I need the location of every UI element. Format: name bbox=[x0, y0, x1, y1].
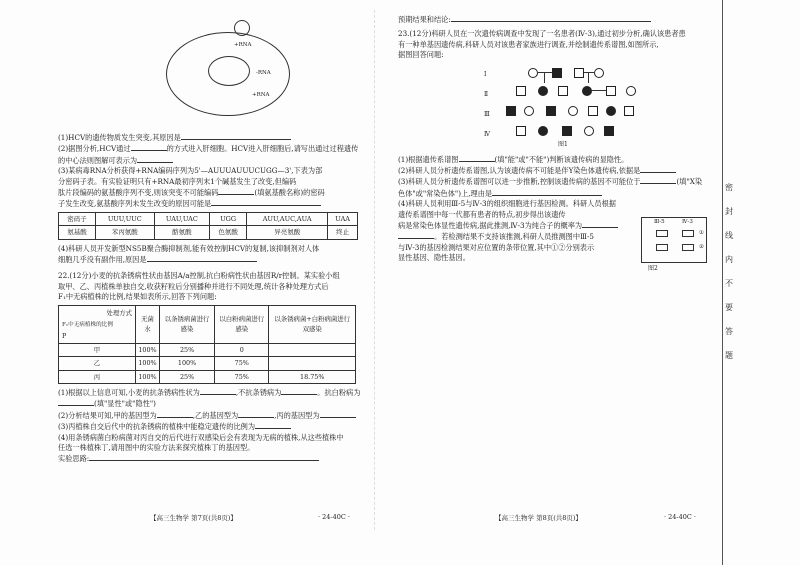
pedigree-affected-male bbox=[506, 106, 516, 116]
binding-char: 要 bbox=[725, 303, 733, 312]
gel-lane-label: Ⅳ-3 bbox=[682, 219, 693, 225]
q21-2: (2)据图分析,HCV通过 的方式进入肝细胞。HCV进入肝细胞后,请写出通过过程遗传 bbox=[58, 144, 359, 154]
pedigree-line bbox=[588, 73, 589, 83]
pedigree-affected-female bbox=[582, 86, 592, 96]
q23-4b: 遗传系谱图中每一代都有患者的特点,初步得出该遗传 bbox=[398, 209, 566, 219]
corner-bottom-label: F₁中无病植株的比例 bbox=[62, 321, 113, 328]
q22-4: (4)用条锈病菌白粉病菌对丙自交的后代进行双感染后会有表现为无病的植株,从这些植株中 bbox=[58, 432, 344, 442]
codon-cell-4: 异亮氨酸 bbox=[247, 226, 328, 239]
table-cell bbox=[269, 343, 356, 356]
answer-blank[interactable] bbox=[211, 198, 321, 206]
pedigree-male bbox=[516, 86, 526, 96]
table-cell: 75% bbox=[215, 357, 269, 370]
q23-3: (3)科研人员分析遗传系谱图可以进一步推断,控制该遗传病的基因不可能位于 (填"X染 bbox=[398, 177, 703, 187]
diagram-label-plus-rna-2: +RNA bbox=[252, 92, 270, 98]
table-cell: 100% bbox=[136, 343, 160, 356]
q23-4f: 显性基因、隐性基因。 bbox=[398, 253, 470, 263]
q21-3c: 肽片段编码的氨基酸序列不变,则该突变不可能编码 (填氨基酸名称)的密码 bbox=[58, 188, 325, 198]
answer-blank[interactable] bbox=[320, 410, 356, 418]
answer-blank[interactable] bbox=[147, 254, 257, 262]
pedigree-female bbox=[594, 68, 604, 78]
answer-blank[interactable] bbox=[582, 220, 618, 228]
answer-blank[interactable] bbox=[131, 143, 167, 151]
answer-blank[interactable] bbox=[398, 231, 434, 239]
gel-band bbox=[682, 230, 694, 237]
q21-3b: 分密码子表。有实验证明只有+RNA最初序列末1个碱基发生了改变,但编码 bbox=[58, 176, 297, 186]
answer-blank[interactable] bbox=[89, 453, 319, 461]
nucleus-shape bbox=[208, 56, 250, 86]
binding-char: 题 bbox=[725, 351, 733, 360]
right-footer-code: · 24-40C · bbox=[664, 513, 696, 521]
q23-1: (1)根据遗传系谱图 (填"能"或"不能")判断该遗传病的显隐性。 bbox=[398, 154, 629, 164]
q21-3: (3)某病毒RNA分析获得+RNA编码序列为5'—AUUUAUUUCUGG—3',下表为部 bbox=[58, 166, 323, 176]
q22-4b: 任选一株植株丁,请用图中的实验方法来探究植株丁的基因型。 bbox=[58, 442, 255, 452]
col-header-2: 以白粉病菌进行感染 bbox=[215, 305, 269, 343]
gel-band bbox=[656, 244, 668, 251]
pedigree-female bbox=[568, 106, 578, 116]
table-cell: 25% bbox=[160, 343, 215, 356]
pedigree-affected-female bbox=[606, 106, 616, 116]
generation-label: Ⅰ bbox=[484, 70, 487, 78]
row-name: 乙 bbox=[59, 357, 136, 370]
gel-figure bbox=[641, 217, 707, 263]
pedigree-figure bbox=[398, 64, 716, 150]
left-footer: 【高三生物学 第7页(共8页)】 bbox=[150, 514, 237, 522]
pedigree-affected-female bbox=[538, 126, 548, 136]
binding-char: 封 bbox=[725, 207, 733, 216]
pedigree-male bbox=[606, 86, 616, 96]
col-header-3: 以条锈病菌+白粉病菌进行双感染 bbox=[269, 305, 356, 343]
pedigree-male bbox=[574, 68, 584, 78]
q22-intro2: 取甲、乙、丙植株单独自交,收获籽粒后分别播种并进行不同处理,统计各种处理方式后 bbox=[58, 281, 329, 291]
generation-label: Ⅳ bbox=[484, 130, 490, 138]
figure-1-caption: 图1 bbox=[558, 140, 568, 148]
q22-2: (2)分析结果可知,甲的基因型为 ,乙的基因型为 ,丙的基因型为 bbox=[58, 410, 366, 421]
results-table bbox=[58, 305, 356, 384]
pedigree-male bbox=[588, 106, 598, 116]
generation-label: Ⅲ bbox=[484, 110, 490, 118]
pedigree-male bbox=[624, 106, 634, 116]
generation-label: Ⅱ bbox=[484, 90, 489, 98]
codon-cell-3: 色氨酸 bbox=[210, 226, 247, 239]
answer-blank[interactable] bbox=[640, 176, 676, 184]
figure-2-caption: 图2 bbox=[648, 265, 658, 272]
answer-blank[interactable] bbox=[459, 154, 495, 162]
corner-top-label: 处理方式 bbox=[106, 308, 132, 317]
q23-4: (4)科研人员利用Ⅲ-5与Ⅳ-3的组织细胞进行基因检测。科研人员根据 bbox=[398, 199, 616, 209]
right-footer: 【高三生物学 第8页(共8页)】 bbox=[495, 514, 582, 522]
q22-1: (1)根据以上信息可知,小麦的抗条锈病性状为 ,不抗条锈病为 。抗白粉病为 bbox=[58, 387, 361, 397]
table-cell: 18.75% bbox=[269, 370, 356, 383]
pedigree-male bbox=[558, 86, 568, 96]
codon-header-1: UUU,UUC bbox=[95, 212, 154, 225]
pedigree-line bbox=[592, 90, 606, 91]
q23-4c: 病是常染色体显性遗传病,据此推测,Ⅳ-3为纯合子的概率为 bbox=[398, 220, 716, 231]
left-page bbox=[58, 14, 366, 465]
col-header-1: 以条锈病菌进行感染 bbox=[160, 305, 215, 343]
codon-header-4: AUU,AUC,AUA bbox=[247, 212, 328, 225]
pedigree-line bbox=[584, 72, 594, 73]
pedigree-affected-female bbox=[538, 86, 548, 96]
pedigree-female bbox=[524, 106, 534, 116]
pedigree-affected-male bbox=[562, 126, 572, 136]
table-corner bbox=[59, 305, 136, 343]
answer-blank[interactable] bbox=[238, 410, 274, 418]
row-name: 丙 bbox=[59, 370, 136, 383]
pedigree-female bbox=[528, 68, 538, 78]
table-cell: 0 bbox=[215, 343, 269, 356]
gel-band bbox=[656, 230, 668, 237]
hcv-diagram bbox=[58, 20, 366, 128]
answer-blank[interactable] bbox=[640, 165, 676, 173]
diagram-label-plus-rna: +RNA bbox=[234, 42, 252, 48]
q23-intro3: 据图回答问题: bbox=[398, 50, 444, 60]
binding-char: 不 bbox=[725, 279, 733, 288]
pedigree-female bbox=[584, 126, 594, 136]
q21-2c: 的中心法则图解可表示为 bbox=[58, 155, 366, 166]
q23-4d: 。若检测结果不支持该推测,科研人员推测图中Ⅲ-5 bbox=[398, 231, 716, 242]
answer-blank[interactable] bbox=[157, 410, 193, 418]
answer-blank[interactable] bbox=[255, 421, 291, 429]
q23-3c: 色体"或"常染色体")上,理由是 bbox=[398, 188, 716, 199]
corner-p-label: P bbox=[62, 332, 67, 341]
pedigree-line bbox=[544, 73, 545, 83]
q22-intro3: F₁中无病植株的比例,结果如表所示,回答下列问题: bbox=[58, 292, 217, 302]
table-row bbox=[59, 357, 356, 370]
col-header-0: 无菌水 bbox=[136, 305, 160, 343]
answer-blank[interactable] bbox=[218, 187, 254, 195]
pedigree-female bbox=[626, 86, 636, 96]
codon-table bbox=[58, 212, 358, 240]
binding-char: 答 bbox=[725, 327, 733, 336]
q23-intro2: 有一种单基因遗传病,科研人员对该患者家族进行调查,并绘制遗传系谱图,如图所示, bbox=[398, 39, 659, 49]
answer-blank[interactable] bbox=[451, 14, 651, 22]
expected-results: 预期结果和结论: bbox=[398, 14, 716, 25]
table-cell: 100% bbox=[136, 370, 160, 383]
binding-char: 线 bbox=[725, 231, 733, 240]
table-cell bbox=[269, 357, 356, 370]
table-cell: 25% bbox=[160, 370, 215, 383]
pedigree-line bbox=[538, 72, 552, 73]
codon-header-0: 密码子 bbox=[59, 212, 96, 225]
diagram-label-minus-rna: -RNA bbox=[256, 70, 271, 76]
pedigree-affected-male bbox=[604, 126, 614, 136]
binding-char: 内 bbox=[725, 255, 733, 264]
codon-header-5: UAA bbox=[328, 212, 358, 225]
table-cell: 100% bbox=[160, 357, 215, 370]
answer-blank[interactable] bbox=[200, 387, 236, 395]
codon-cell-1: 苯丙氨酸 bbox=[95, 226, 154, 239]
gel-mark: ① bbox=[699, 230, 704, 236]
codon-header-3: UGG bbox=[210, 212, 247, 225]
gel-band bbox=[682, 244, 694, 251]
q23-intro: 23.(12分)科研人员在一次遗传病调查中发现了一名患者(Ⅳ-3),通过初步分析,确认该患者患 bbox=[398, 29, 686, 39]
gel-lane-label: Ⅲ-5 bbox=[654, 219, 665, 225]
q23-4e: 与Ⅳ-3的基因检测结果对应位置的条带位置,其中①②分别表示 bbox=[398, 242, 595, 252]
answer-blank[interactable] bbox=[181, 132, 291, 140]
table-cell: 75% bbox=[215, 370, 269, 383]
q23-2: (2)科研人员分析遗传系谱图,认为该遗传病不可能是伴Y染色体遗传病,依据是 bbox=[398, 165, 716, 176]
codon-cell-2: 酪氨酸 bbox=[154, 226, 210, 239]
pedigree-affected-male bbox=[546, 106, 556, 116]
row-name: 甲 bbox=[59, 343, 136, 356]
codon-cell-0: 氨基酸 bbox=[59, 226, 96, 239]
binding-char: 密 bbox=[725, 183, 733, 192]
pedigree-male bbox=[516, 126, 526, 136]
q22-3: (3)丙植株自交后代中的抗条锈病的植株中能稳定遗传的比例为 bbox=[58, 421, 366, 432]
q22-1d: (填"显性"或"隐性") bbox=[58, 398, 366, 409]
q21-1: (1)HCV的遗传物质发生突变,其原因是 bbox=[58, 132, 366, 143]
page-divider bbox=[374, 10, 375, 530]
answer-blank[interactable] bbox=[281, 387, 317, 395]
gel-mark: ② bbox=[699, 244, 704, 250]
q21-3e: 子发生改变,氨基酸序列未发生改变的原因可能是 bbox=[58, 198, 366, 209]
q21-4: (4)科研人员开发新型NS5B聚合酶抑制剂,能有效控制HCV的复制,该抑制剂对人体 bbox=[58, 243, 320, 253]
virus-icon bbox=[234, 20, 250, 36]
answer-blank[interactable] bbox=[58, 398, 94, 406]
codon-cell-5: 终止 bbox=[328, 226, 358, 239]
q22-4c: 实验思路: bbox=[58, 453, 366, 464]
q21-4b: 细胞几乎没有副作用,原因是 bbox=[58, 254, 366, 265]
left-footer-code: · 24-40C · bbox=[318, 513, 350, 521]
table-row bbox=[59, 370, 356, 383]
table-cell: 100% bbox=[136, 357, 160, 370]
codon-header-2: UAU,UAC bbox=[154, 212, 210, 225]
q22-intro: 22.(12分)小麦的抗条锈病性状由基因A/a控制,抗白粉病性状由基因R/r控制。某实验小组 bbox=[58, 271, 340, 281]
table-row bbox=[59, 343, 356, 356]
pedigree-affected-male bbox=[552, 68, 562, 78]
answer-blank[interactable] bbox=[137, 155, 173, 163]
answer-blank[interactable] bbox=[492, 188, 602, 196]
